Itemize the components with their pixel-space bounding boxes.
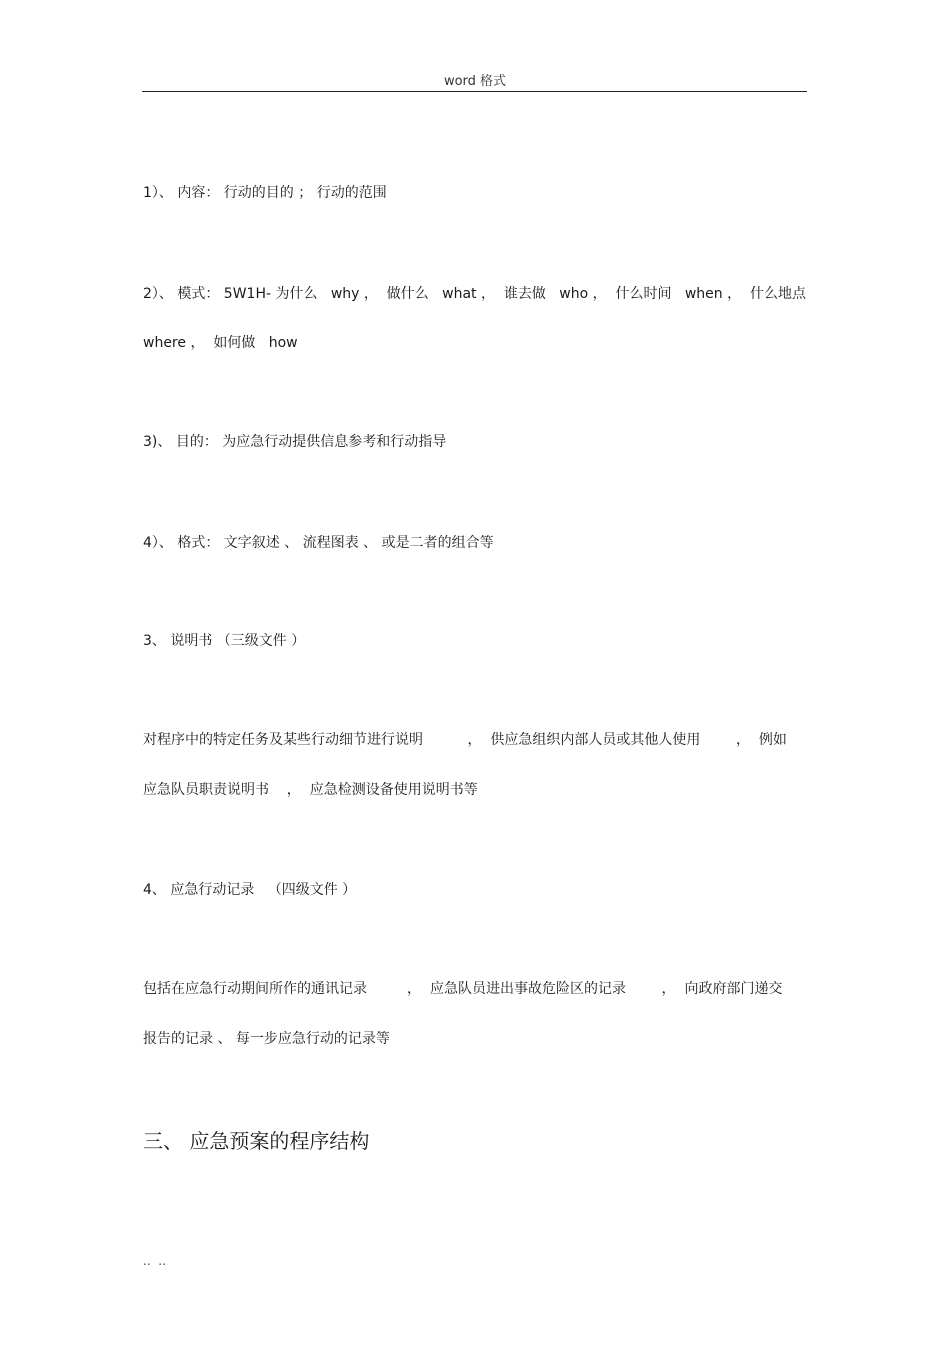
section-records-para-line1: 包括在应急行动期间所作的通讯记录 ， 应急队员进出事故危险区的记录 ， 向政府部门递交	[143, 981, 783, 997]
header-title: word 格式	[443, 74, 507, 89]
section-instructions-para-line2: 应急队员职责说明书 ， 应急检测设备使用说明书等	[143, 782, 478, 798]
item-format: 4）、 格式： 文字叙述 、 流程图表 、 或是二者的组合等	[143, 535, 494, 551]
page-footer-marks: .. ..	[143, 1254, 166, 1268]
section-records-title: 4、 应急行动记录 （四级文件 ）	[143, 882, 357, 898]
item-purpose: 3)、 目的： 为应急行动提供信息参考和行动指导	[143, 434, 447, 450]
header-divider	[142, 91, 807, 92]
item-content: 1）、 内容： 行动的目的 ； 行动的范围	[143, 185, 387, 201]
chapter-heading: 三、 应急预案的程序结构	[143, 1129, 370, 1153]
item-mode-line1: 2）、 模式： 5W1H- 为什么 why ， 做什么 what ， 谁去做 who ， 什么时间 when ， 什么地点	[143, 286, 806, 302]
section-instructions-para-line1: 对程序中的特定任务及某些行动细节进行说明 ， 供应急组织内部人员或其他人使用 ， 例如	[143, 732, 787, 748]
section-records-para-line2: 报告的记录 、 每一步应急行动的记录等	[143, 1031, 390, 1047]
section-instructions-title: 3、 说明书 （三级文件 ）	[143, 633, 306, 649]
item-mode-line2: where ， 如何做 how	[143, 335, 298, 351]
